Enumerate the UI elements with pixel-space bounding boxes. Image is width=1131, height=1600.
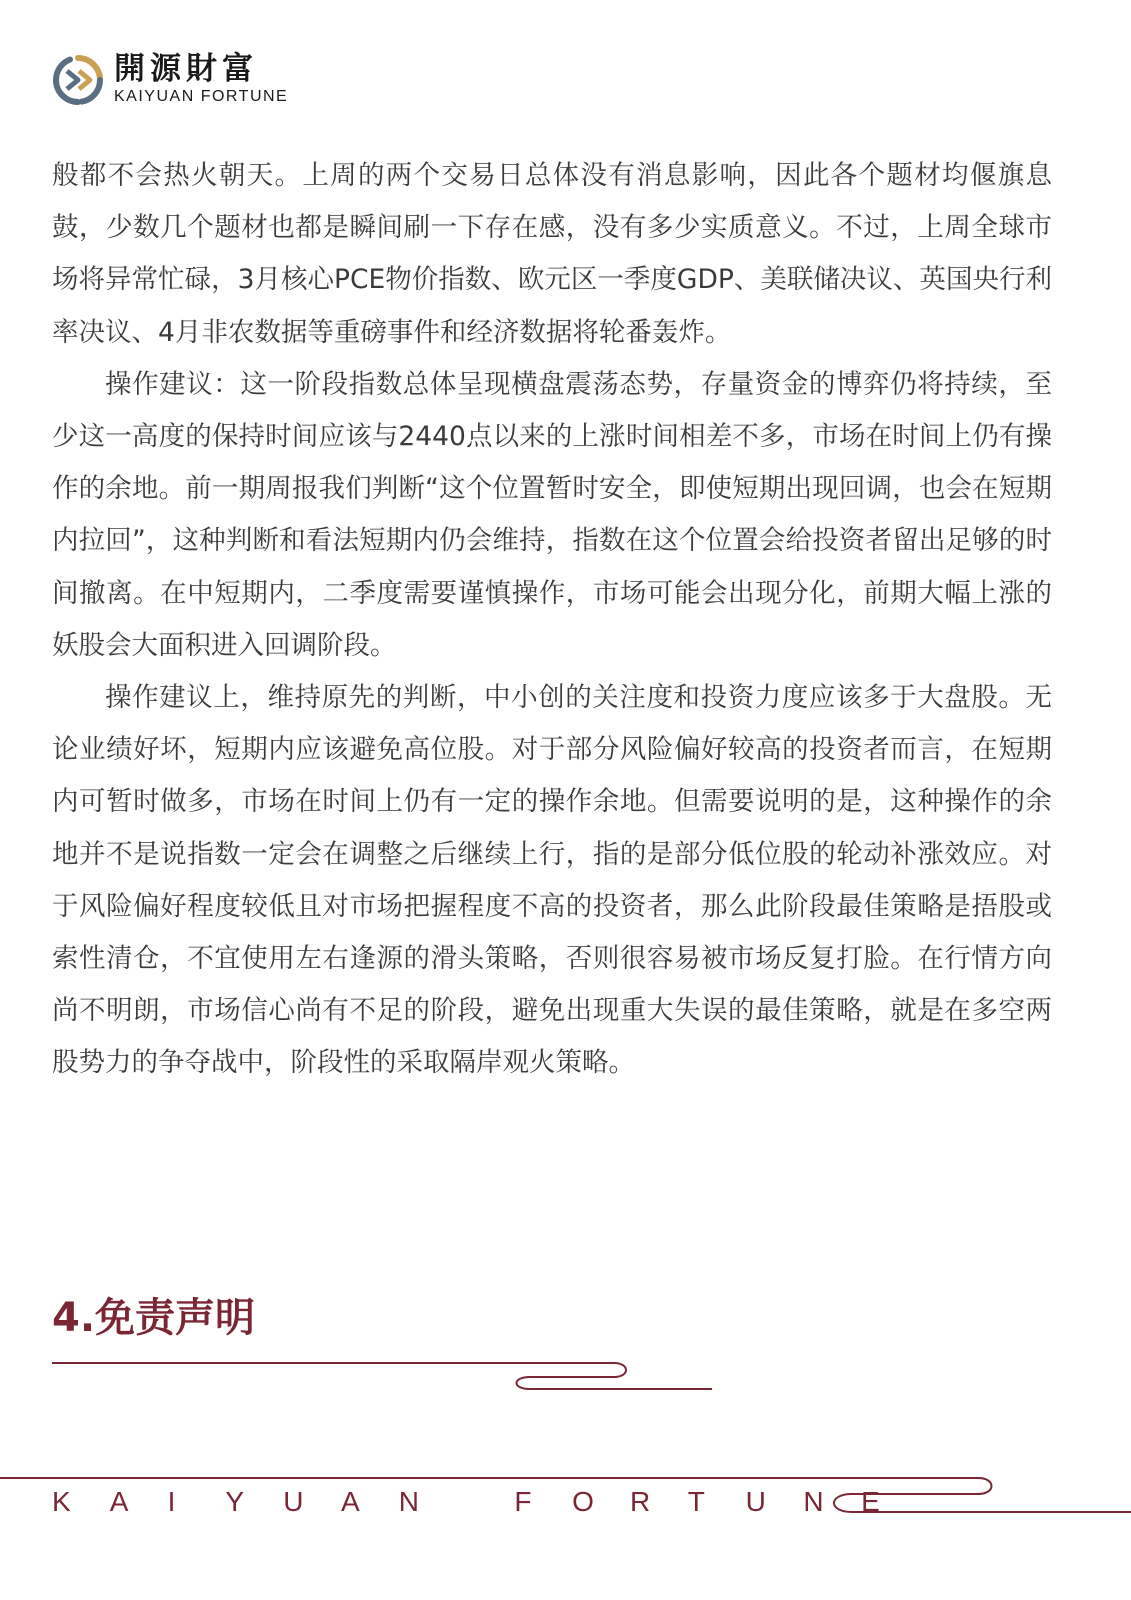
footer-letter: A	[109, 1486, 129, 1517]
section-title: 4.免责声明	[52, 1295, 256, 1341]
footer-letter: Y	[225, 1486, 245, 1517]
footer-letter: N	[803, 1486, 824, 1517]
brand-name-en: KAIYUAN FORTUNE	[114, 88, 289, 105]
section-title-underline	[52, 1363, 712, 1389]
footer-letter: U	[745, 1486, 766, 1517]
footer-brand-text	[52, 1486, 919, 1518]
brand-name-zh: 開源財富	[114, 51, 258, 87]
footer-letter: K	[52, 1486, 71, 1517]
paragraph-operation-advice-2: 操作建议上，维持原先的判断，中小创的关注度和投资力度应该多于大盘股。无论业绩好坏，短期内应该避免高位股。对于部分风险偏好较高的投资者而言，在短期内可暂时做多，市场在时间上仍有一定的操作余地。但需要说明的是，这种操作的余地并不是说指数一定会在调整之后继续上行，指的是部分低位股的轮动补涨效应。对于风险偏好程度较低且对市场把握程度不高的投资者，那么此阶段最佳策略是捂股或索性清仓，不宜使用左右逢源的滑头策略，否则很容易被市场反复打脸。在行情方向尚不明朗，市场信心尚有不足的阶段，避免出现重大失误的最佳策略，就是在多空两股势力的争夺战中，阶段性的采取隔岸观火策略。	[52, 682, 1052, 1079]
paragraph-operation-advice: 操作建议：这一阶段指数总体呈现横盘震荡态势，存量资金的博弈仍将持续，至少这一高度的保持时间应该与2440点以来的上涨时间相差不多，市场在时间上仍有操作的余地。前一期周报我们判断“这个位置暂时安全，即使短期出现回调，也会在短期内拉回”，这种判断和看法短期内仍会维持，指数在这个位置会给投资者留出足够的时间撤离。在中短期内，二季度需要谨慎操作，市场可能会出现分化，前期大幅上涨的妖股会大面积进入回调阶段。	[52, 368, 1052, 661]
footer-letter: E	[861, 1486, 880, 1517]
footer-letter: I	[167, 1486, 176, 1517]
footer-letter: U	[283, 1486, 304, 1517]
footer-letter: T	[687, 1486, 705, 1517]
footer-letter: A	[340, 1486, 360, 1517]
footer-letter: R	[629, 1486, 651, 1517]
footer-letter: F	[514, 1486, 532, 1517]
footer-letter: N	[398, 1486, 420, 1517]
paragraph-continued: 般都不会热火朝天。上周的两个交易日总体没有消息影响，因此各个题材均偃旗息鼓，少数几个题材也都是瞬间刷一下存在感，没有多少实质意义。不过，上周全球市场将异常忙碌，3月核心PCE物价指数、欧元区一季度GDP、美联储决议、英国央行利率决议、4月非农数据等重磅事件和经济数据将轮番轰炸。	[52, 160, 1052, 348]
footer-letter-gap	[457, 1486, 515, 1518]
footer-letter: O	[572, 1486, 594, 1517]
